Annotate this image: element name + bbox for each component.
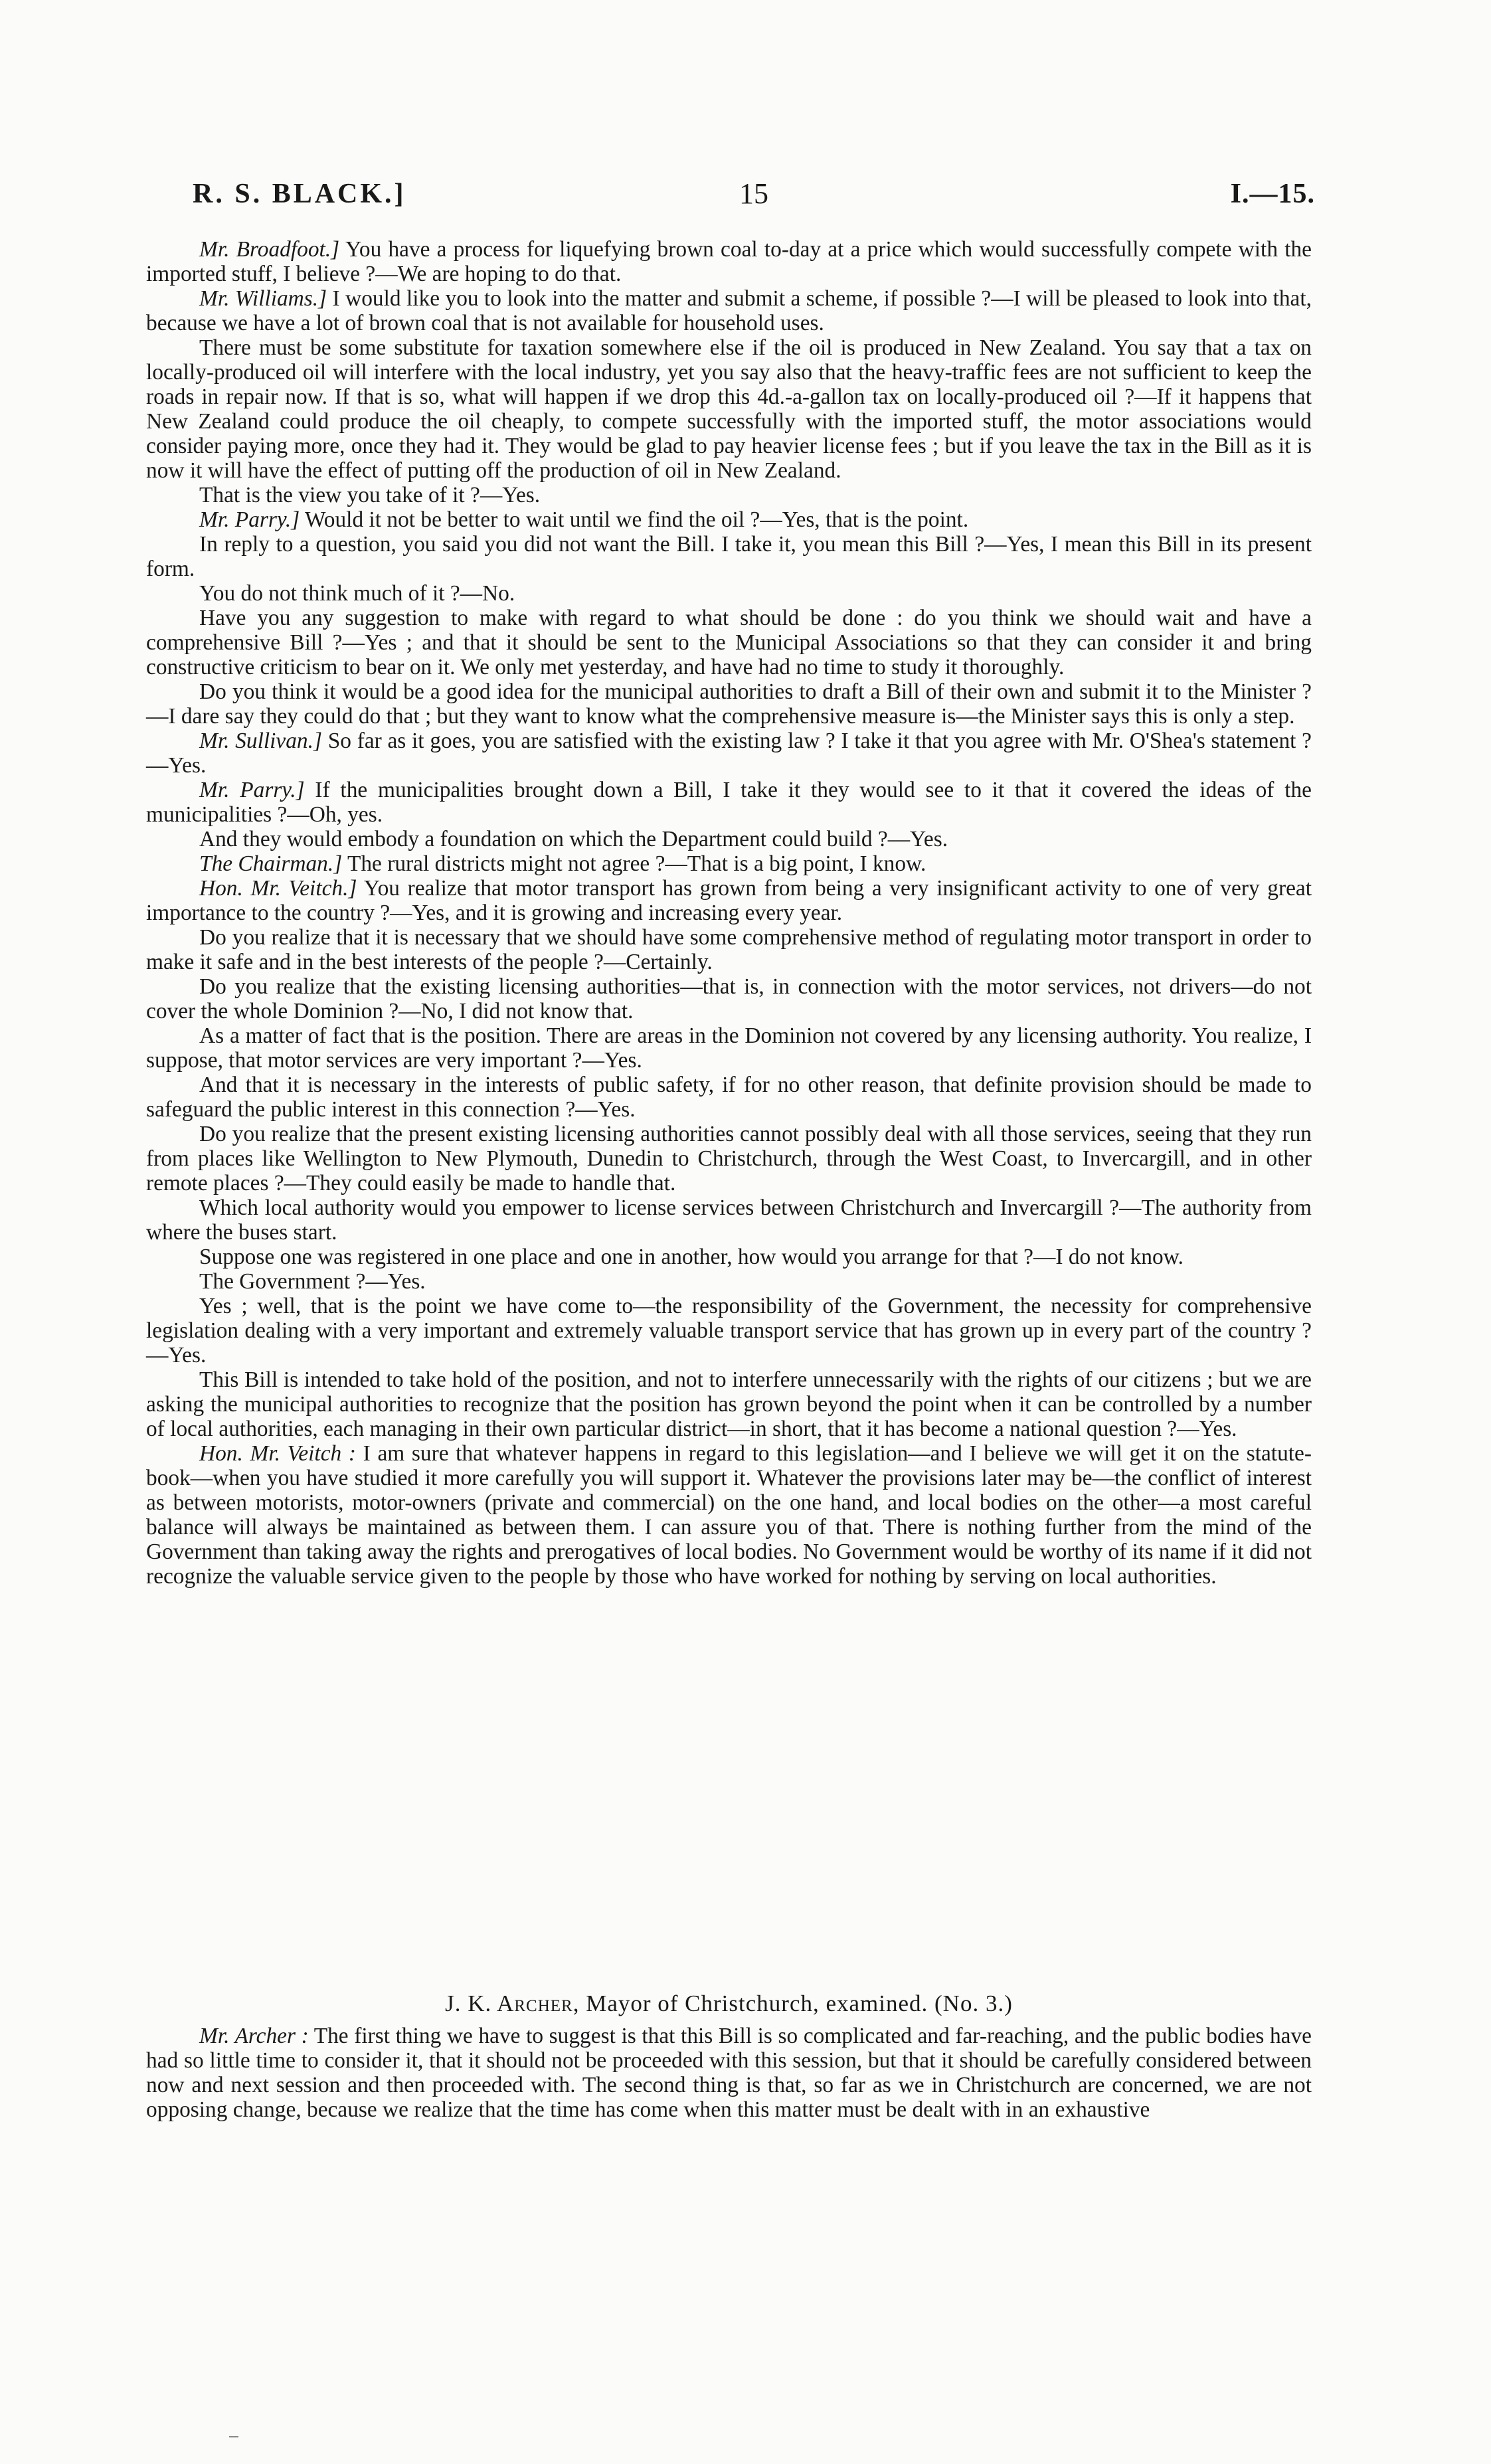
paragraph bbox=[146, 1073, 1312, 1122]
paragraph-text: The first thing we have to suggest is that this Bill is so complicated and far-reaching, and the public bodies have had so little time to consider it, that it should not be proceeded with this session, but that it should be carefully considered between now and next session and then proceeded with. The second thing is that, so far as we in Christchurch are concerned, we are not opposing change, because we realize that the time has come when this matter must be dealt with in an exhaustive bbox=[146, 2024, 1312, 2122]
paragraph bbox=[146, 876, 1312, 925]
paragraph-text: Would it not be better to wait until we find the oil ?—Yes, that is the point. bbox=[300, 507, 969, 532]
paragraph bbox=[146, 532, 1312, 581]
speaker: Hon. Mr. Veitch.] bbox=[199, 876, 357, 901]
paragraph-text: And they would embody a foundation on which the Department could build ?—Yes. bbox=[199, 827, 948, 851]
paragraph bbox=[146, 827, 1312, 851]
paragraph-text: Yes ; well, that is the point we have come to—the responsibility of the Government, the necessity for comprehensive legislation dealing with a very important and extremely valuable transport service that has grown up in every part of the country ?—Yes. bbox=[146, 1294, 1312, 1367]
paragraph bbox=[146, 1023, 1312, 1073]
paragraph bbox=[146, 507, 1312, 532]
evidence-body bbox=[146, 237, 1312, 1589]
margin-mark bbox=[229, 2436, 238, 2437]
speaker: Mr. Archer : bbox=[199, 2024, 309, 2048]
paragraph bbox=[146, 581, 1312, 606]
speaker: Mr. Williams.] bbox=[199, 286, 327, 311]
speaker: Mr. Sullivan.] bbox=[199, 729, 322, 753]
paragraph-text: You have a process for liquefying brown coal to-day at a price which would successfully compete with the imported stuff, I believe ?—We are hoping to do that. bbox=[146, 237, 1312, 286]
speaker: Mr. Broadfoot.] bbox=[199, 237, 340, 262]
paragraph-text: Have you any suggestion to make with regard to what should be done : do you think we should wait and have a comprehensive Bill ?—Yes ; and that it should be sent to the Municipal Associations so that they can consider it and bring constructive criticism to bear on it. We only met yesterday, and have had no time to study it thoroughly. bbox=[146, 606, 1312, 679]
paragraph-text: Suppose one was registered in one place and one in another, how would you arrange for that ?—I do not know. bbox=[199, 1245, 1184, 1269]
speaker: The Chairman.] bbox=[199, 851, 343, 876]
witness-section bbox=[146, 1991, 1312, 2122]
witness-title: , Mayor of Christchurch, examined. (No. 3.) bbox=[572, 1990, 1013, 2016]
paragraph bbox=[146, 729, 1312, 778]
paragraph bbox=[146, 1122, 1312, 1195]
speaker: Mr. Parry.] bbox=[199, 778, 305, 802]
paragraph-text: In reply to a question, you said you did not want the Bill. I take it, you mean this Bill ?—Yes, I mean this Bill in its present form. bbox=[146, 532, 1312, 581]
header-witness-name: R. S. BLACK.] bbox=[193, 179, 406, 209]
paragraph bbox=[146, 335, 1312, 483]
paragraph bbox=[146, 778, 1312, 827]
paragraph bbox=[146, 679, 1312, 729]
paragraph-text: This Bill is intended to take hold of the position, and not to interfere unnecessarily with the rights of our citizens ; but we are asking the municipal authorities to recognize that the position has grown beyond the point when it can be controlled by a number of local authorities, each managing in their own particular district—in short, that it has become a national question ?—Yes. bbox=[146, 1367, 1312, 1441]
section-heading bbox=[146, 1991, 1312, 2016]
paragraph bbox=[146, 1367, 1312, 1441]
paragraph-text: Do you realize that it is necessary that we should have some comprehensive method of regulating motor transport in order to make it safe and in the best interests of the people ?—Certainly. bbox=[146, 925, 1312, 974]
speaker: Mr. Parry.] bbox=[199, 507, 300, 532]
paragraph-text: There must be some substitute for taxation somewhere else if the oil is produced in New Zealand. You say that a tax on locally-produced oil will interfere with the local industry, yet you say also that the heavy-traffic fees are not sufficient to keep the roads in repair now. If that is so, what will happen if we drop this 4d.-a-gallon tax on locally-produced oil ?—If it happens that New Zealand could produce the oil cheaply, to compete successfully with the imported stuff, the motor associations would consider paying more, once they had it. They would be glad to pay heavier license fees ; but if you leave the tax in the Bill as it is now it will have the effect of putting off the production of oil in New Zealand. bbox=[146, 335, 1312, 483]
paragraph-text: As a matter of fact that is the position. There are areas in the Dominion not covered by any licensing authority. You realize, I suppose, that motor services are very important ?—Yes. bbox=[146, 1023, 1312, 1073]
paragraph bbox=[146, 606, 1312, 679]
paragraph-text: The rural districts might not agree ?—That is a big point, I know. bbox=[342, 851, 926, 876]
paragraph-text: Do you realize that the present existing licensing authorities cannot possibly deal with all those services, seeing that they run from places like Wellington to New Plymouth, Dunedin to Christchurch, through the West Coast, to Invercargill, and in other remote places ?—They could easily be made to handle that. bbox=[146, 1122, 1312, 1195]
paragraph bbox=[146, 1294, 1312, 1367]
paragraph bbox=[146, 483, 1312, 507]
paragraph-text: I would like you to look into the matter and submit a scheme, if possible ?—I will be pleased to look into that, because we have a lot of brown coal that is not available for household uses. bbox=[146, 286, 1312, 335]
paragraph bbox=[146, 1195, 1312, 1245]
paragraph-text: The Government ?—Yes. bbox=[199, 1269, 426, 1294]
document-reference: I.—15. bbox=[1230, 179, 1315, 209]
paragraph-text: Do you think it would be a good idea for the municipal authorities to draft a Bill of their own and submit it to the Minister ?—I dare say they could do that ; but they want to know what the comprehensive measure is—the Minister says this is only a step. bbox=[146, 679, 1312, 729]
paragraph bbox=[146, 1441, 1312, 1589]
paragraph bbox=[146, 237, 1312, 286]
paragraph bbox=[146, 1269, 1312, 1294]
paragraph bbox=[146, 1245, 1312, 1269]
paragraph-text: You do not think much of it ?—No. bbox=[199, 581, 515, 606]
page-header bbox=[193, 174, 1315, 214]
page-number: 15 bbox=[739, 177, 768, 210]
paragraph-text: That is the view you take of it ?—Yes. bbox=[199, 483, 541, 507]
speaker: Hon. Mr. Veitch : bbox=[199, 1441, 356, 1466]
paragraph-text: So far as it goes, you are satisfied with the existing law ? I take it that you agree with Mr. O'Shea's statement ?—Yes. bbox=[146, 729, 1312, 778]
paragraph bbox=[146, 925, 1312, 974]
paragraph-text: I am sure that whatever happens in regard to this legislation—and I believe we will get it on the statute-book—when you have studied it more carefully you will support it. Whatever the provisions later may be—the conflict of interest as between motorists, motor-owners (private and commercial) on the one hand, and local bodies on the other—a most careful balance will always be maintained as between them. I can assure you of that. There is nothing further from the mind of the Government than taking away the rights and prerogatives of local bodies. No Government would be worthy of its name if it did not recognize the valuable service given to the people by those who have worked for nothing by serving on local authorities. bbox=[146, 1441, 1312, 1589]
paragraph-text: Do you realize that the existing licensing authorities—that is, in connection with the motor services, not drivers—do not cover the whole Dominion ?—No, I did not know that. bbox=[146, 974, 1312, 1023]
paragraph bbox=[146, 286, 1312, 335]
paragraph bbox=[146, 974, 1312, 1023]
witness-name: J. K. Archer bbox=[445, 1990, 573, 2016]
paragraph bbox=[146, 851, 1312, 876]
paragraph bbox=[146, 2024, 1312, 2122]
paragraph-text: You realize that motor transport has grown from being a very insignificant activity to one of very great importance to the country ?—Yes, and it is growing and increasing every year. bbox=[146, 876, 1312, 925]
paragraph-text: If the municipalities brought down a Bill, I take it they would see to it that it covered the ideas of the municipalities ?—Oh, yes. bbox=[146, 778, 1312, 827]
paragraph-text: And that it is necessary in the interests of public safety, if for no other reason, that definite provision should be made to safeguard the public interest in this connection ?—Yes. bbox=[146, 1073, 1312, 1122]
paragraph-text: Which local authority would you empower to license services between Christchurch and Invercargill ?—The authority from where the buses start. bbox=[146, 1195, 1312, 1245]
